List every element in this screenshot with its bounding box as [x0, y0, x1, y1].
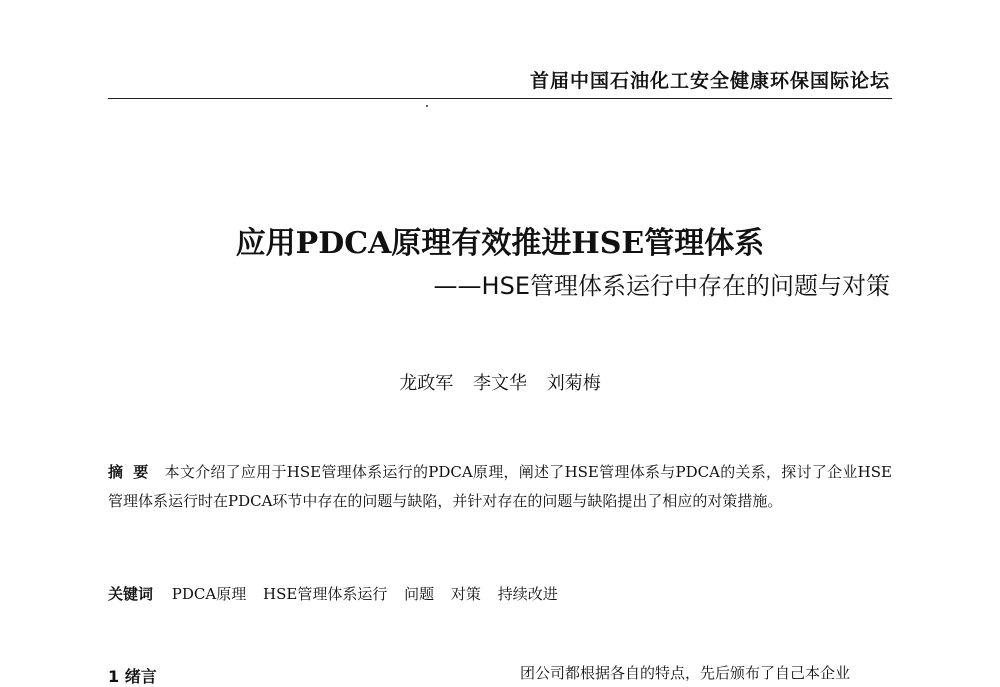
- keyword: HSE管理体系运行: [263, 585, 388, 603]
- header-rule: [108, 98, 892, 99]
- right-column-text: 团公司都根据各自的特点，先后颁布了自己本企业: [520, 664, 851, 682]
- keywords-label: 关键词: [108, 585, 154, 603]
- section-heading-introduction: 1 绪言: [108, 667, 157, 686]
- keyword: 对策: [450, 585, 481, 603]
- abstract-text: 本文介绍了应用于HSE管理体系运行的PDCA原理，阐述了HSE管理体系与PDCA的关系，探讨了企业HSE管理体系运行时在PDCA环节中存在的问题与缺陷，并针对存在的问题与缺陷提出了相应的对策措施。: [108, 463, 892, 510]
- paper-subtitle: ——HSE管理体系运行中存在的问题与对策: [433, 272, 890, 300]
- keywords-line: [108, 580, 892, 609]
- keyword: 问题: [404, 585, 435, 603]
- running-header-title: 首届中国石油化工安全健康环保国际论坛: [529, 70, 890, 92]
- keyword: PDCA原理: [171, 585, 247, 603]
- author-name: 李文华: [473, 373, 527, 394]
- abstract-label: 摘要: [108, 463, 159, 481]
- scan-speck: [426, 105, 428, 107]
- paper-title: 应用PDCA原理有效推进HSE管理体系: [235, 226, 765, 261]
- author-name: 龙政军: [399, 373, 454, 394]
- author-list: [0, 369, 1000, 395]
- keyword: 持续改进: [497, 585, 558, 603]
- abstract-paragraph: [108, 458, 892, 516]
- author-name: 刘菊梅: [546, 373, 601, 394]
